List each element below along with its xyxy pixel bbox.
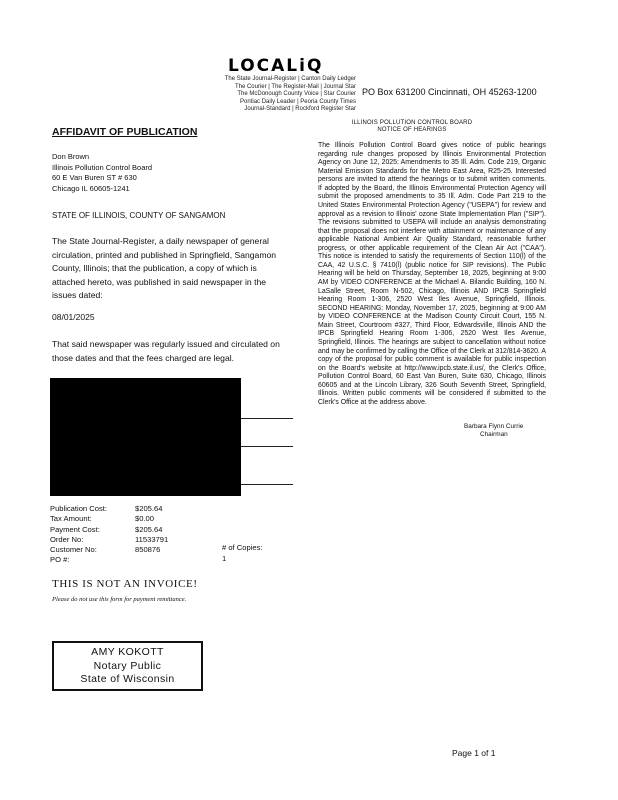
copies-block (222, 543, 263, 564)
cost-value: 850876 (135, 545, 161, 555)
redacted-signature-block (50, 378, 241, 496)
cost-value: $205.64 (135, 524, 163, 534)
signature-line (241, 446, 293, 447)
notary-name: AMY KOKOTT (91, 646, 164, 658)
cost-label: Tax Amount: (50, 514, 92, 524)
newspaper-line: The Courier | The Register-Mail | Journal Star (234, 83, 356, 90)
signer-name: Barbara Flynn Currie (464, 423, 524, 430)
cost-summary (50, 504, 168, 566)
copies-label: # of Copies: (222, 543, 263, 552)
affidavit-title: AFFIDAVIT OF PUBLICATION (52, 126, 198, 138)
notice-heading-line: ILLINOIS POLLUTION CONTROL BOARD (351, 120, 473, 126)
notice-heading (338, 120, 486, 134)
notary-stamp (52, 641, 203, 691)
circulation-statement: That said newspaper was regularly issued and circulated on those dates and that the fees charged are legal. (52, 339, 280, 363)
cost-row (50, 525, 168, 535)
cost-label: PO #: (50, 555, 70, 565)
localiq-logo: LOCALiQ (228, 56, 324, 76)
po-box-address: PO Box 631200 Cincinnati, OH 45263-1200 (362, 87, 537, 97)
cost-value: $0.00 (135, 514, 155, 524)
issue-date: 08/01/2025 (52, 312, 95, 322)
newspaper-line: Journal-Standard | Rockford Register Star (244, 106, 356, 113)
copies-value: 1 (222, 553, 227, 563)
addressee-line: Chicago IL 60605-1241 (52, 183, 130, 193)
remittance-note: Please do not use this form for payment remittance. (52, 596, 187, 603)
cost-row (50, 514, 168, 524)
not-invoice-warning: THIS IS NOT AN INVOICE! (52, 578, 198, 590)
cost-label: Payment Cost: (50, 524, 100, 534)
newspaper-line: Pontiac Daily Leader | Peoria County Times (240, 98, 356, 105)
addressee-line: Don Brown (52, 152, 90, 161)
page-number: Page 1 of 1 (452, 748, 496, 758)
newspaper-line: The State Journal-Register | Canton Daily Ledger (224, 76, 356, 82)
cost-row (50, 555, 168, 565)
notice-body: The Illinois Pollution Control Board gives notice of public hearings regarding rule changes proposed by Illinois Environmental Protection Agency on June 12, 2025: Amendments to 35 Ill. Adm. Code 219, Organic Material Emission Standards for the Metro East Area, R25-25. Interested persons are invited to attend the hearings or to submit written comments. If adopted by the Board, the Illinois Environmental Protection Agency will submit the proposed amendments to 35 Ill. Adm. Code Part 219 to the United States Environmental Protection Agency ("USEPA") for review and approval as a revision to Illinois' ozone State Implementation Plan ("SIP"). The revisions submitted to USEPA will include an analysis demonstrating that the proposal does not interfere with attainment or maintenance of any applicable National Ambient Air Quality Standard, reasonable further progress, or other applicable requirement of the Clean Air Act ("CAA"). This notice is intended to satisfy the requirements of Section 110(l) of the CAA, 42 U.S.C. § 7410(l) (public notice for SIP revisions). The Public Hearing will be held on Thursday, September 18, 2025, beginning at 9:00 AM by VIDEO CONFERENCE at the Michael A. Bilandic Building, 160 N. LaSalle Street, Room N-502, Chicago, Illinois AND IPCB Springfield Hearing Room 1-306, 2520 West Iles Avenue, Springfield, Illinois. SECOND HEARING: Monday, November 17, 2025, beginning at 9:00 AM by VIDEO CONFERENCE at the Madison County Circuit Court, 155 N. Main Street, Courtroom #327, Third Floor, Edwardsville, Illinois AND the IPCB Springfield Hearing Room 1-306, 2520 West Iles Avenue, Springfield, Illinois. The hearings are subject to cancellation without notice and may be confirmed by calling the Office of the Clerk at 312/814-3620. A copy of the proposal for public comment is available for public inspection on the Board's website at http://www.ipcb.state.il.us/, the Clerk's Office, Pollution Control Board, 60 East Van Buren, Suite 630, Chicago, Illinois 60605 and at the Lincoln Library, 326 South Seventh Street, Springfield, Illinois. Written public comments will be considered if submitted to the Clerk's Office at the address above. (318, 142, 546, 406)
cost-row (50, 545, 168, 555)
addressee-line: 60 E Van Buren ST # 630 (52, 173, 137, 182)
signature-line (241, 484, 293, 485)
signer-title: Chairman (480, 430, 508, 438)
cost-value: 11533791 (135, 534, 169, 544)
cost-row (50, 535, 168, 545)
addressee-line: Illinois Pollution Control Board (52, 162, 153, 172)
addressee-block (52, 152, 152, 194)
newspaper-line: The McDonough County Voice | Star Courier (237, 91, 356, 98)
publication-statement: The State Journal-Register, a daily newspaper of general circulation, printed and published in Springfield, Sangamon County, Illinois; that the publication, a copy of which is attached hereto, was published in said newspaper in the issues dated: (52, 236, 277, 300)
notary-title: Notary Public (93, 659, 162, 672)
cost-label: Order No: (50, 534, 84, 544)
cost-label: Customer No: (50, 545, 97, 555)
notice-signer (464, 423, 523, 438)
notice-heading-line: NOTICE OF HEARINGS (377, 127, 447, 133)
state-county-line: STATE OF ILLINOIS, COUNTY OF SANGAMON (52, 211, 226, 220)
signature-line (241, 418, 293, 419)
cost-value (135, 555, 168, 565)
cost-label: Publication Cost: (50, 504, 107, 513)
notary-state: State of Wisconsin (80, 673, 175, 685)
cost-value: $205.64 (135, 504, 163, 513)
cost-row (50, 504, 168, 514)
newspaper-list (196, 76, 356, 114)
